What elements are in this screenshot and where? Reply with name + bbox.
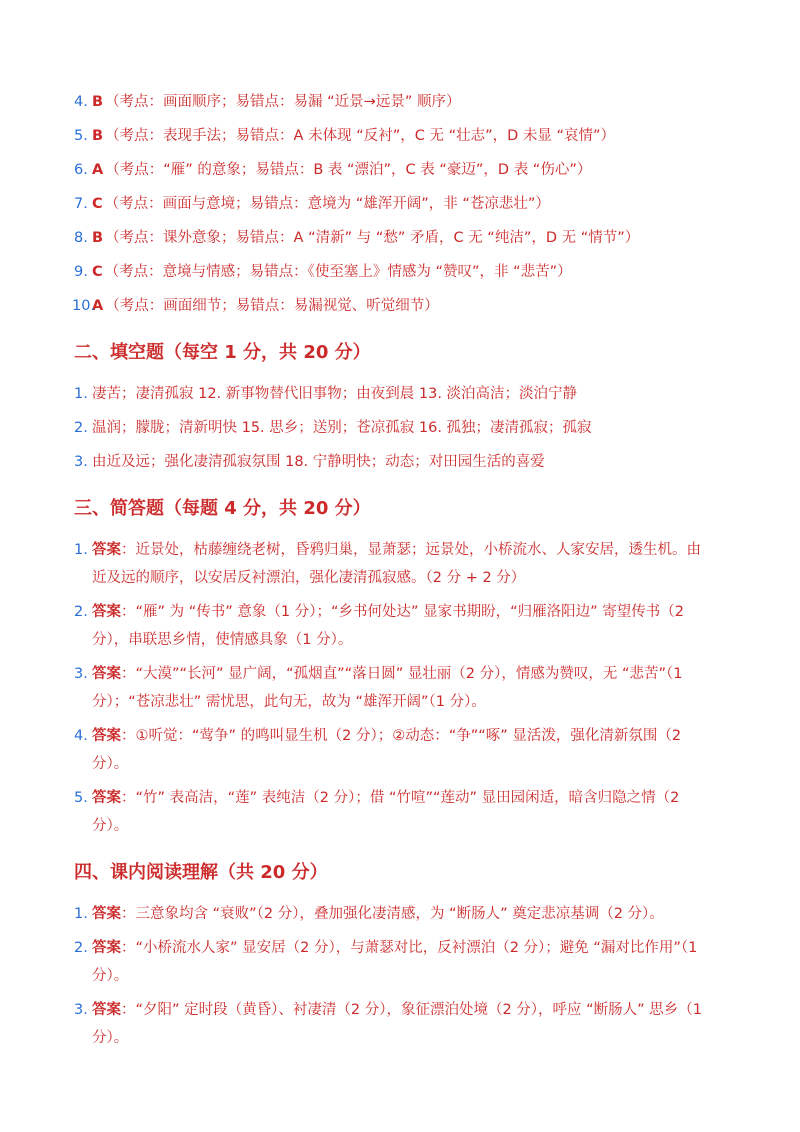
answer-label: 答案: [92, 542, 121, 558]
item-number: 1.: [74, 542, 88, 558]
answer-note: （考点：意境与情感；易错点：《使至塞上》情感为 “赞叹”，非 “悲苦”）: [104, 264, 572, 280]
item-number: 3.: [74, 1002, 88, 1018]
item-number: 5.: [74, 790, 88, 806]
answer-label: 答案: [92, 604, 121, 620]
reading-item: [0, 996, 800, 1052]
answer-text: ：近景处，枯藤缠绕老树，昏鸦归巢，显萧瑟；远景处，小桥流水、人家安居，透生机。由近及远的顺序，以安居反衬漂泊，强化凄清孤寂感。（2 分 + 2 分）: [92, 542, 701, 586]
section-heading-reading: 四、课内阅读理解（共 20 分）: [74, 862, 328, 883]
choice-item: [0, 258, 800, 286]
item-number: 3.: [74, 454, 88, 470]
answer-letter: B: [92, 230, 104, 246]
choice-item: [0, 122, 800, 150]
answer-text: ：①听觉：“莺争” 的鸣叫显生机（2 分）；②动态：“争”“啄” 显活泼，强化清新氛围（2 分）。: [92, 728, 682, 772]
item-number: 4.: [74, 94, 88, 110]
answer-note: （考点：画面细节；易错点：易漏视觉、听觉细节）: [105, 298, 439, 314]
reading-item: [0, 900, 800, 928]
short-answer-item: [0, 598, 800, 654]
answer-letter: A: [92, 298, 104, 314]
reading-answers: [0, 900, 800, 1052]
choice-item: [0, 292, 800, 320]
answer-letter: A: [92, 162, 104, 178]
answer-note: （考点：表现手法；易错点：A 未体现 “反衬”，C 无 “壮志”，D 未显 “哀情”）: [105, 128, 615, 144]
answer-label: 答案: [92, 790, 121, 806]
answer-label: 答案: [92, 728, 121, 744]
section-heading-fill-in: 二、填空题（每空 1 分，共 20 分）: [74, 342, 371, 363]
item-number: 2.: [74, 940, 88, 956]
answer-label: 答案: [92, 940, 121, 956]
choice-item: [0, 156, 800, 184]
item-number: 3.: [74, 666, 88, 682]
answer-text: ：“夕阳” 定时段（黄昏）、衬凄清（2 分），象征漂泊处境（2 分），呼应 “断肠人” 思乡（1 分）。: [92, 1002, 703, 1046]
fill-in-item: [0, 448, 800, 476]
short-answer-item: [0, 536, 800, 592]
answer-note: （考点：课外意象；易错点：A “清新” 与 “愁” 矛盾，C 无 “纯洁”，D 无 “情节”）: [105, 230, 640, 246]
item-number: 10.: [72, 298, 96, 314]
fill-in-item: [0, 380, 800, 408]
answer-letter: C: [92, 196, 103, 212]
answer-text: ：三意象均含 “衰败”（2 分），叠加强化凄清感，为 “断肠人” 奠定悲凉基调（2 分）。: [121, 906, 664, 922]
answer-label: 答案: [92, 906, 121, 922]
answer-label: 答案: [92, 1002, 121, 1018]
item-number: 6.: [74, 162, 88, 178]
answer-letter: C: [92, 264, 103, 280]
item-number: 9.: [74, 264, 88, 280]
answer-letter: B: [92, 128, 104, 144]
item-number: 2.: [74, 420, 88, 436]
choice-item: [0, 190, 800, 218]
answer-text: 由近及远；强化凄清孤寂氛围 18. 宁静明快；动态；对田园生活的喜爱: [92, 454, 545, 470]
item-number: 4.: [74, 728, 88, 744]
item-number: 8.: [74, 230, 88, 246]
item-number: 7.: [74, 196, 88, 212]
answer-text: 凄苦；凄清孤寂 12. 新事物替代旧事物；由夜到晨 13. 淡泊高洁；淡泊宁静: [92, 386, 578, 402]
choice-answers: [0, 88, 800, 320]
short-answer-item: [0, 784, 800, 840]
item-number: 5.: [74, 128, 88, 144]
answer-letter: B: [92, 94, 104, 110]
fill-in-item: [0, 414, 800, 442]
item-number: 1.: [74, 386, 88, 402]
answer-text: ：“雁” 为 “传书” 意象（1 分）；“乡书何处达” 显家书期盼，“归雁洛阳边” 寄望传书（2 分），串联思乡情，使情感具象（1 分）。: [92, 604, 684, 648]
fill-in-answers: [0, 380, 800, 476]
short-answers: [0, 536, 800, 840]
item-number: 2.: [74, 604, 88, 620]
short-answer-item: [0, 722, 800, 778]
answer-note: （考点：画面顺序；易错点：易漏 “近景→远景” 顺序）: [105, 94, 461, 110]
answer-text: 温润；朦胧；清新明快 15. 思乡；送别；苍凉孤寂 16. 孤独；凄清孤寂；孤寂: [92, 420, 592, 436]
item-number: 1.: [74, 906, 88, 922]
answer-text: ：“竹” 表高洁，“莲” 表纯洁（2 分）；借 “竹喧”“莲动” 显田园闲适，暗含归隐之情（2 分）。: [92, 790, 680, 834]
answer-note: （考点：画面与意境；易错点：意境为 “雄浑开阔”，非 “苍凉悲壮”）: [104, 196, 550, 212]
short-answer-item: [0, 660, 800, 716]
answer-text: ：“大漠”“长河” 显广阔，“孤烟直”“落日圆” 显壮丽（2 分），情感为赞叹，无 “悲苦”（1 分）；“苍凉悲壮” 需忧思，此句无，故为 “雄浑开阔”（1 分）。: [92, 666, 683, 710]
choice-item: [0, 224, 800, 252]
choice-item: [0, 88, 800, 116]
answer-label: 答案: [92, 666, 121, 682]
answer-note: （考点：“雁” 的意象；易错点：B 表 “漂泊”，C 表 “豪迈”，D 表 “伤心”）: [105, 162, 592, 178]
reading-item: [0, 934, 800, 990]
answer-text: ：“小桥流水人家” 显安居（2 分），与萧瑟对比，反衬漂泊（2 分）；避免 “漏对比作用”（1 分）。: [92, 940, 698, 984]
section-heading-short-answer: 三、简答题（每题 4 分，共 20 分）: [74, 498, 371, 519]
